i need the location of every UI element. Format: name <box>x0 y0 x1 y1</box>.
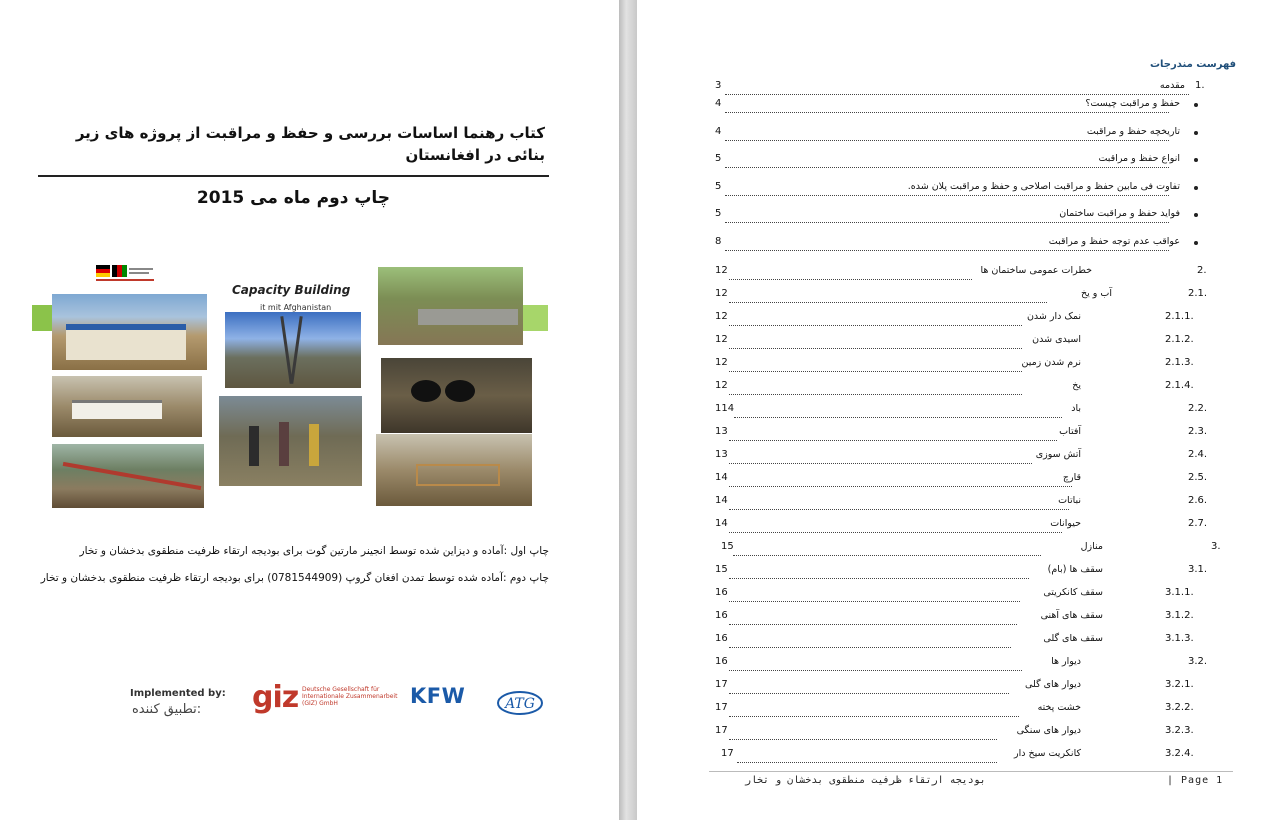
toc-section-number: 3.1.3. <box>1165 633 1194 644</box>
toc-section-number: 3.2. <box>1188 656 1208 667</box>
toc-entry[interactable] <box>637 518 1277 534</box>
toc-section-number: 2.1. <box>1188 288 1208 299</box>
toc-entry[interactable] <box>637 236 1277 252</box>
toc-leader-dots <box>737 748 997 763</box>
toc-section-number: 3.1.1. <box>1165 587 1194 598</box>
toc-section-number: 2.1.2. <box>1165 334 1194 345</box>
toc-section-number: 2.6. <box>1188 495 1208 506</box>
toc-page-number: 17 <box>715 725 728 736</box>
footer-text: بودیجه ارتقاء ظرفیت منطقوی بدخشان و تخار <box>745 775 986 786</box>
toc-bullet <box>1194 158 1198 162</box>
toc-entry-title: آب و یخ <box>1081 288 1112 299</box>
toc-page-number: 17 <box>715 702 728 713</box>
toc-entry[interactable] <box>637 311 1277 327</box>
toc-leader-dots <box>729 426 1057 441</box>
toc-page-number: 15 <box>721 541 734 552</box>
toc-leader-dots <box>729 380 1022 395</box>
photo-building-blue-roof <box>52 294 207 370</box>
toc-bullet <box>1194 213 1198 217</box>
photo-bridge <box>52 444 204 508</box>
toc-section-number: 2.1.4. <box>1165 380 1194 391</box>
toc-section-number: 1. <box>1195 80 1205 91</box>
toc-page-number: 13 <box>715 426 728 437</box>
toc-leader-dots <box>729 495 1069 510</box>
toc-section-number: 2.4. <box>1188 449 1208 460</box>
toc-entry-title: منازل <box>1080 541 1103 552</box>
toc-section-number: 3.1. <box>1188 564 1208 575</box>
toc-leader-dots <box>729 265 972 280</box>
toc-section-number: 2. <box>1197 265 1207 276</box>
toc-bullet <box>1194 131 1198 135</box>
toc-entry[interactable] <box>637 748 1277 764</box>
toc-entry[interactable] <box>637 633 1277 649</box>
toc-entry[interactable] <box>637 679 1277 695</box>
svg-text:ATG: ATG <box>505 696 535 712</box>
toc-entry[interactable] <box>637 656 1277 672</box>
toc-entry[interactable] <box>637 126 1277 142</box>
cover-edition: چاپ دوم ماه می 2015 <box>196 188 391 208</box>
toc-entry-title: حفظ و مراقبت چیست؟ <box>1085 98 1180 109</box>
toc-page-number: 5 <box>715 208 722 219</box>
toc-entry[interactable] <box>637 541 1277 557</box>
toc-entry-title: دیوار های سنگی <box>1016 725 1081 736</box>
toc-bullet <box>1194 186 1198 190</box>
flags-logo <box>96 261 156 283</box>
toc-section-number: 2.2. <box>1188 403 1208 414</box>
toc-page-number: 16 <box>715 610 728 621</box>
toc-page-number: 3 <box>715 80 722 91</box>
toc-entry[interactable] <box>637 449 1277 465</box>
cover-title: کتاب رهنما اساسات بررسی و حفظ و مراقبت از پروژه های زیر بنائی در افغانستان <box>75 124 545 164</box>
toc-entry[interactable] <box>637 288 1277 304</box>
toc-section-number: 2.1.3. <box>1165 357 1194 368</box>
toc-leader-dots <box>729 656 1022 671</box>
photo-foundation <box>376 434 532 506</box>
toc-page-number: 12 <box>715 357 728 368</box>
toc-leader-dots <box>729 334 1022 349</box>
cover-page <box>0 0 619 820</box>
toc-entry-title: حیوانات <box>1050 518 1081 529</box>
toc-section-number: 3.2.4. <box>1165 748 1194 759</box>
toc-entry-title: عواقب عدم توجه حفظ و مراقبت <box>1048 236 1180 247</box>
toc-entry[interactable] <box>637 98 1277 114</box>
toc-leader-dots <box>729 702 1019 717</box>
toc-section-number: 2.7. <box>1188 518 1208 529</box>
toc-entry[interactable] <box>637 334 1277 350</box>
toc-page-number: 12 <box>715 288 728 299</box>
toc-entry-title: خشت پخته <box>1037 702 1081 713</box>
toc-leader-dots <box>729 633 1011 648</box>
toc-page-number: 16 <box>715 587 728 598</box>
toc-entry-title: اسیدی شدن <box>1032 334 1081 345</box>
green-accent-right <box>522 305 548 331</box>
toc-entry-title: آتش سوزی <box>1035 449 1081 460</box>
toc-entry[interactable] <box>637 403 1277 419</box>
capacity-building-title: Capacity Building <box>232 283 351 297</box>
toc-entry[interactable] <box>637 208 1277 224</box>
toc-entry[interactable] <box>637 357 1277 373</box>
toc-section-number: 3.1.2. <box>1165 610 1194 621</box>
toc-page-number: 5 <box>715 153 722 164</box>
toc-leader-dots <box>729 587 1020 602</box>
toc-entry-title: مقدمه <box>1159 80 1185 91</box>
toc-entry-title: سقف کانکریتی <box>1043 587 1103 598</box>
toc-section-number: 3. <box>1211 541 1221 552</box>
toc-entry[interactable] <box>637 426 1277 442</box>
toc-entry[interactable] <box>637 564 1277 580</box>
toc-page-number: 12 <box>715 311 728 322</box>
green-accent-left <box>32 305 54 331</box>
toc-leader-dots <box>729 679 1009 694</box>
toc-section-number: 2.5. <box>1188 472 1208 483</box>
toc-section-number: 2.3. <box>1188 426 1208 437</box>
toc-entry-title: دیوار ها <box>1051 656 1081 667</box>
implemented-by-label: Implemented by: <box>130 688 226 699</box>
toc-entry-title: آفتاب <box>1059 426 1081 437</box>
toc-entry[interactable] <box>637 702 1277 718</box>
toc-leader-dots <box>733 541 1041 556</box>
kfw-logo: KFW <box>410 684 466 708</box>
toc-entry[interactable] <box>637 80 1277 96</box>
toc-entry-title: یخ <box>1072 380 1081 391</box>
toc-page-number: 14 <box>715 518 728 529</box>
implemented-by-fa-label: تطبیق کننده: <box>132 702 202 717</box>
toc-entry-title: دیوار های گلی <box>1025 679 1081 690</box>
photo-culvert-pipes <box>381 358 532 433</box>
toc-page-number: 8 <box>715 236 722 247</box>
toc-entry[interactable] <box>637 265 1277 281</box>
toc-entry[interactable] <box>637 181 1277 197</box>
toc-leader-dots <box>734 403 1062 418</box>
photo-stone-wall-workers <box>378 267 523 345</box>
toc-page-number: 114 <box>715 403 735 414</box>
toc-entry[interactable] <box>637 725 1277 741</box>
toc-leader-dots <box>729 518 1062 533</box>
toc-leader-dots <box>729 610 1017 625</box>
toc-page-number: 4 <box>715 98 722 109</box>
photo-people-pump <box>219 396 362 486</box>
toc-page-number: 17 <box>715 679 728 690</box>
first-edition-note: چاپ اول :آماده و دیزاین شده توسط انجینر مارتین گوت برای بودیجه ارتقاء ظرفیت منطقوی بدخشان و تخار <box>79 545 549 557</box>
toc-entry-title: سقف های گلی <box>1043 633 1103 644</box>
toc-entry-title: قارچ <box>1062 472 1081 483</box>
toc-leader-dots <box>729 472 1072 487</box>
toc-entry-title: تفاوت فی مابین حفظ و مراقبت اصلاحی و حفظ و مراقبت پلان شده. <box>907 181 1180 192</box>
toc-page <box>637 0 1277 820</box>
toc-leader-dots <box>729 288 1047 303</box>
toc-page-number: 4 <box>715 126 722 137</box>
toc-page-number: 12 <box>715 265 728 276</box>
toc-section-number: 3.2.3. <box>1165 725 1194 736</box>
toc-entry[interactable] <box>637 380 1277 396</box>
toc-page-number: 12 <box>715 380 728 391</box>
toc-leader-dots <box>729 357 1022 372</box>
toc-page-number: 12 <box>715 334 728 345</box>
footer-page-number: | Page 1 <box>1167 775 1224 786</box>
toc-entry-title: سقف های آهنی <box>1040 610 1103 621</box>
giz-logo-text: Deutsche Gesellschaft für Internationale Zusammenarbeit (GIZ) GmbH <box>302 686 398 707</box>
toc-entry[interactable] <box>637 587 1277 603</box>
second-edition-note: چاپ دوم :آماده شده توسط تمدن افغان گروپ (0781544909) برای بودیجه ارتقاء ظرفیت منطقوی بدخشان و تخار <box>40 572 549 584</box>
toc-entry-title: نباتات <box>1058 495 1081 506</box>
toc-leader-dots <box>729 311 1022 326</box>
toc-page-number: 14 <box>715 472 728 483</box>
toc-entry-title: انواع حفظ و مراقبت <box>1098 153 1180 164</box>
toc-entry[interactable] <box>637 495 1277 511</box>
toc-page-number: 17 <box>721 748 734 759</box>
toc-page-number: 16 <box>715 633 728 644</box>
toc-page-number: 16 <box>715 656 728 667</box>
toc-bullet <box>1194 241 1198 245</box>
toc-leader-dots <box>729 725 997 740</box>
toc-page-number: 13 <box>715 449 728 460</box>
cover-divider <box>38 175 549 177</box>
toc-leader-dots <box>729 449 1032 464</box>
footer-divider <box>709 771 1233 772</box>
toc-section-number: 3.2.1. <box>1165 679 1194 690</box>
page-gutter <box>619 0 637 820</box>
photo-white-building <box>52 376 202 437</box>
photo-drilling-rig <box>225 312 361 388</box>
toc-entry-title: نرم شدن زمین <box>1021 357 1081 368</box>
toc-entry[interactable] <box>637 153 1277 169</box>
toc-entry[interactable] <box>637 472 1277 488</box>
toc-entry-title: کانکریت سیخ دار <box>1014 748 1081 759</box>
toc-entry[interactable] <box>637 610 1277 626</box>
toc-leader-dots <box>729 564 1029 579</box>
giz-logo: giz <box>252 680 299 715</box>
toc-section-number: 3.2.2. <box>1165 702 1194 713</box>
toc-bullet <box>1194 103 1198 107</box>
toc-entry-title: تاریخچه حفظ و مراقبت <box>1086 126 1180 137</box>
toc-entry-title: باد <box>1071 403 1081 414</box>
capacity-building-subtitle: it mit Afghanistan <box>260 303 332 312</box>
toc-section-number: 2.1.1. <box>1165 311 1194 322</box>
toc-entry-title: سقف ها (بام) <box>1047 564 1103 575</box>
toc-heading: فهرست مندرجات <box>1150 59 1237 70</box>
toc-entry-title: خطرات عمومی ساختمان ها <box>980 265 1092 276</box>
toc-entry-title: نمک دار شدن <box>1026 311 1081 322</box>
toc-page-number: 15 <box>715 564 728 575</box>
toc-entry-title: فواید حفظ و مراقبت ساختمان <box>1059 208 1180 219</box>
toc-page-number: 5 <box>715 181 722 192</box>
toc-leader-dots <box>725 80 1189 95</box>
toc-page-number: 14 <box>715 495 728 506</box>
ateg-logo <box>496 686 544 718</box>
